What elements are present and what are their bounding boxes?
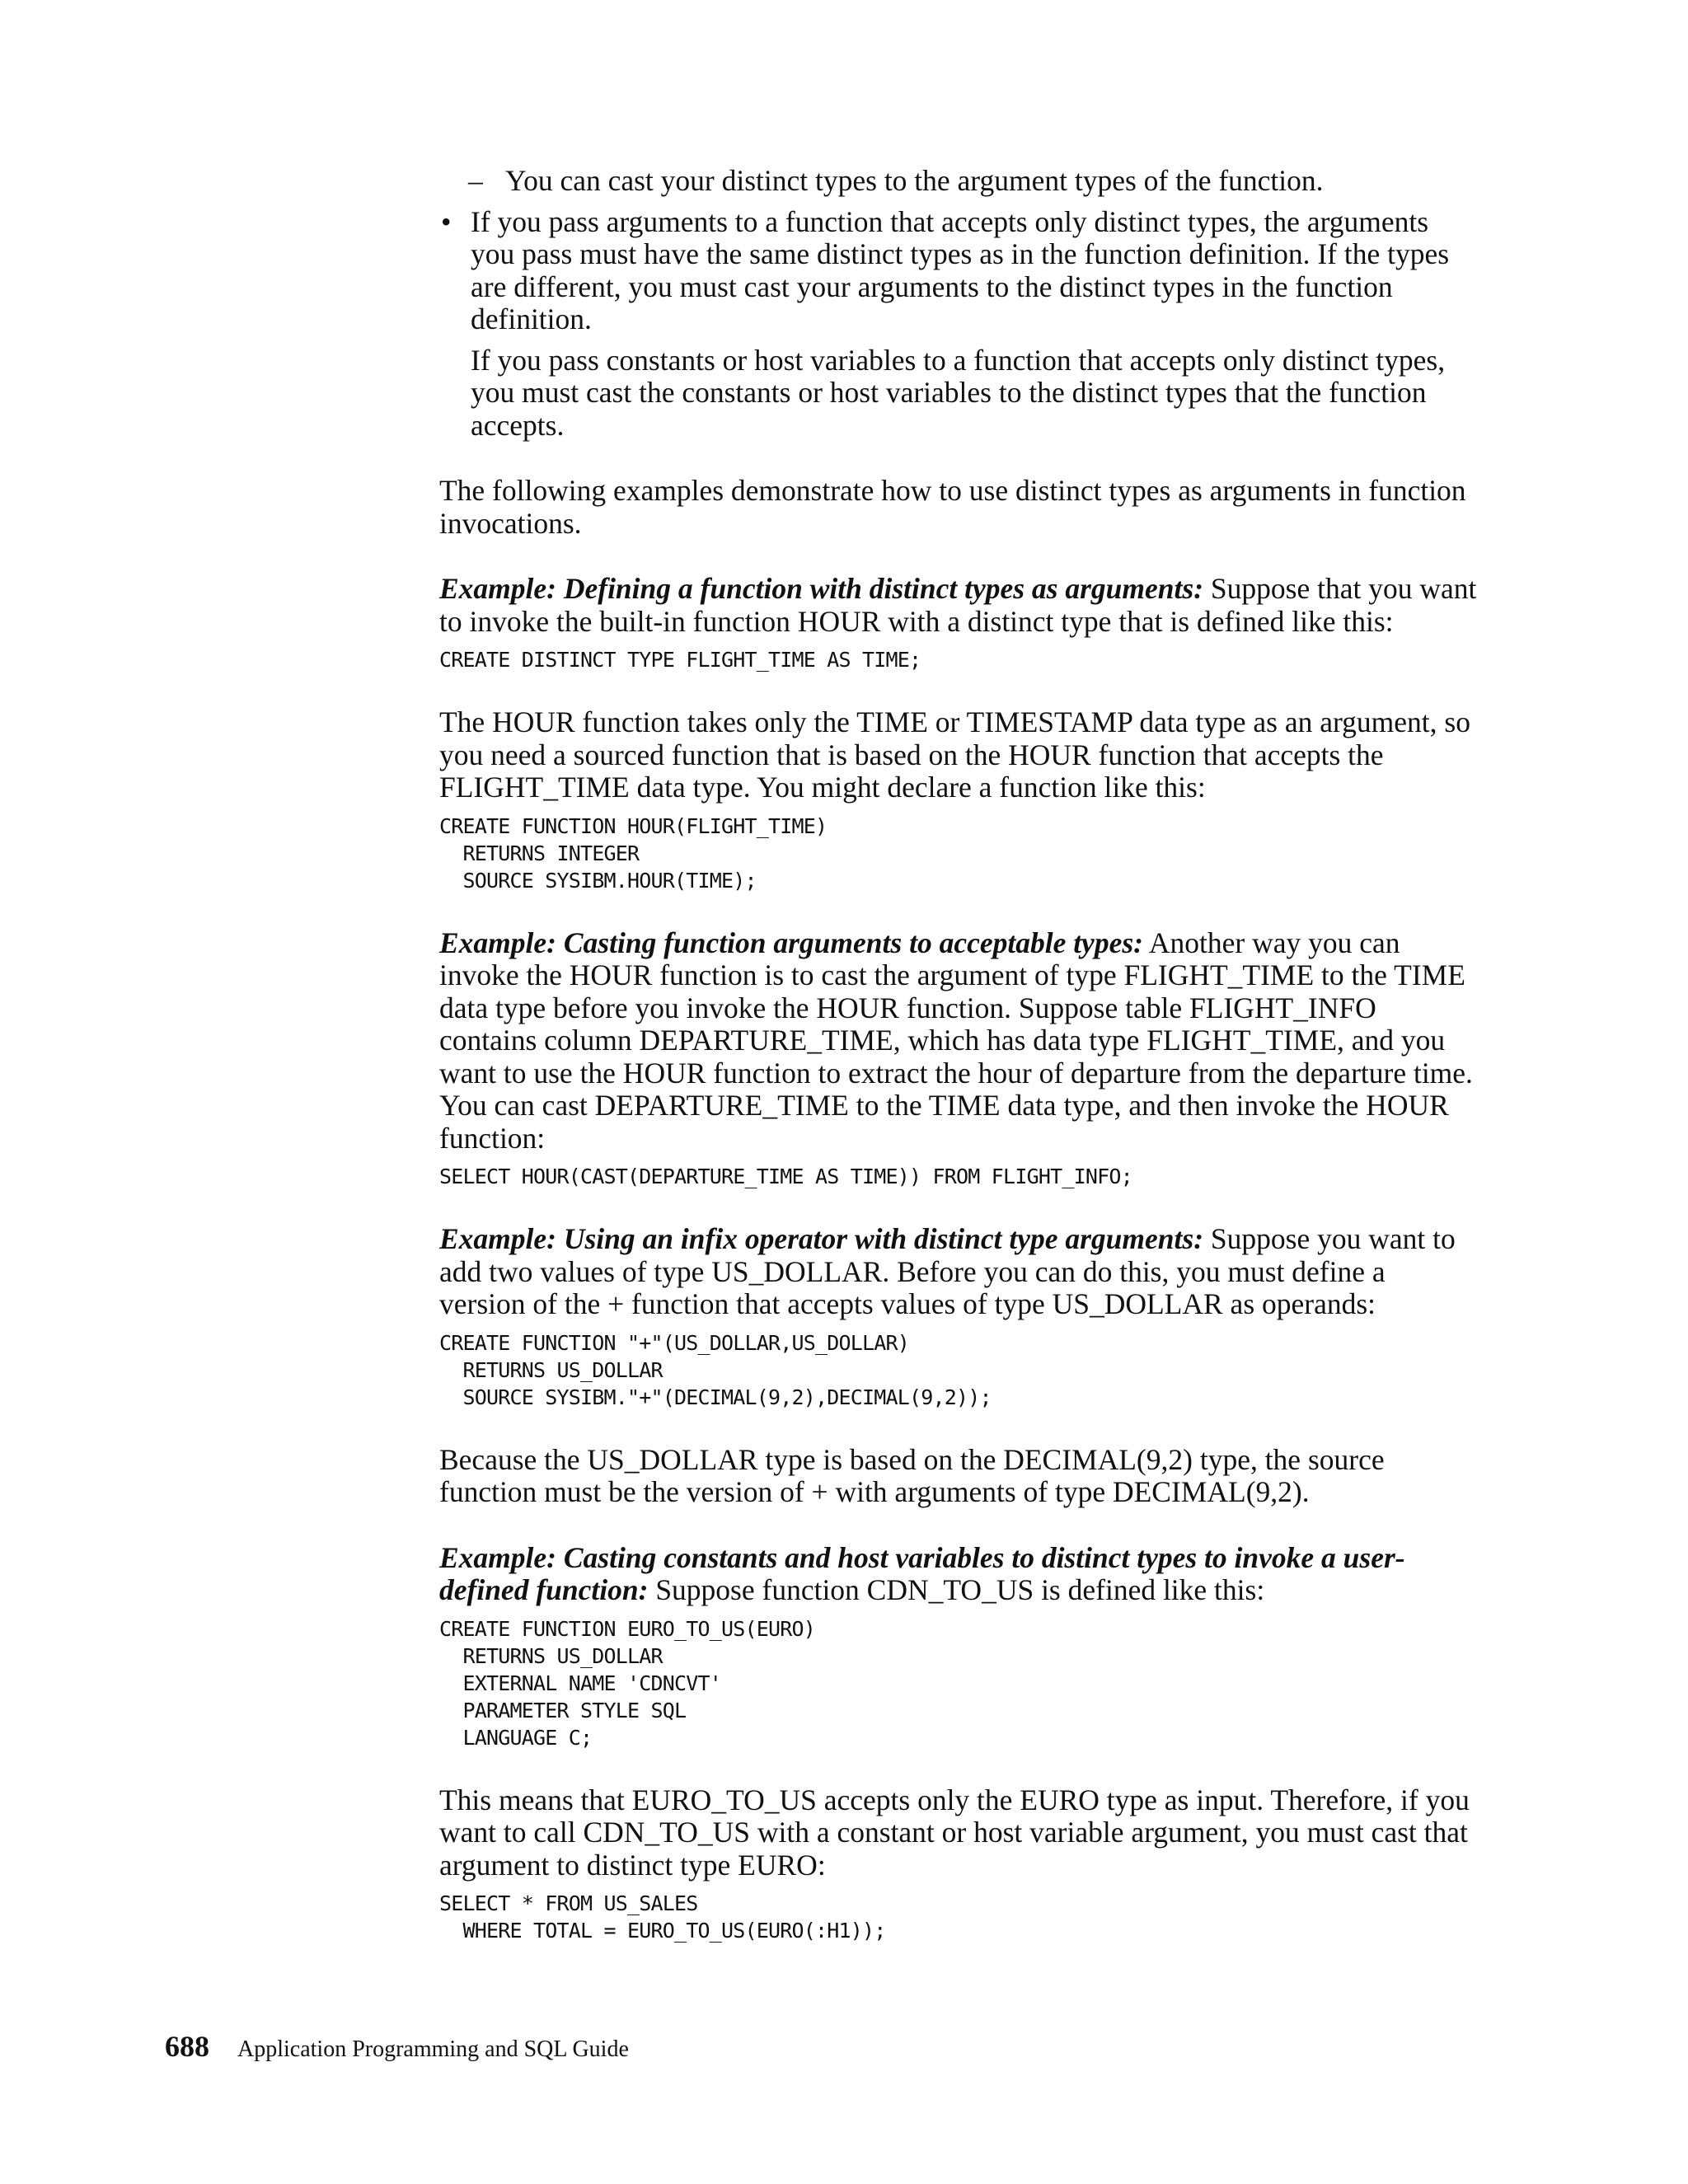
- bullet-item-text: If you pass arguments to a function that accepts only distinct types, the arguments you pass must have the same distinct types as in the function definition. If the types are different, you must cast your arguments to the distinct types in the function definition.: [471, 204, 1450, 335]
- bullet-marker: •: [441, 204, 452, 238]
- example4-code-block: CREATE FUNCTION EURO_TO_US(EURO) RETURNS US_DOLLAR EXTERNAL NAME 'CDNCVT' PARAMETER STYLE SQL LANGUAGE C;: [439, 1616, 816, 1750]
- example2-heading: Example: Casting function arguments to acceptable types:: [439, 926, 1143, 959]
- example3-heading: Example: Using an infix operator with distinct type arguments:: [439, 1222, 1204, 1255]
- example3-followup-paragraph: Because the US_DOLLAR type is based on the DECIMAL(9,2) type, the source function must be the version of + with arguments of type DECIMAL(9,2).: [439, 1442, 1385, 1508]
- example3-paragraph: [439, 1223, 1478, 1321]
- dash-item-text: You can cast your distinct types to the argument types of the function.: [505, 164, 1324, 197]
- example4-paragraph: [439, 1542, 1478, 1607]
- example4-code-block-2: SELECT * FROM US_SALES WHERE TOTAL = EURO_TO_US(EURO(:H1));: [439, 1891, 886, 1943]
- page-footer: [165, 2029, 629, 2064]
- example1-heading: Example: Defining a function with distinct types as arguments:: [439, 572, 1204, 605]
- example4-heading: Example: Casting constants and host variables to distinct types to invoke a user-defined function:: [439, 1540, 1405, 1606]
- example1-text: Suppose that you want to invoke the built-in function HOUR with a distinct type that is defined like this:: [439, 572, 1477, 638]
- bullet-list-item: [439, 206, 1478, 336]
- bullet-followup-paragraph: If you pass constants or host variables to a function that accepts only distinct types, you must cast the constants or host variables to the distinct types that the function accepts.: [471, 343, 1446, 442]
- example2-paragraph: [439, 927, 1478, 1155]
- example4-followup-paragraph: This means that EURO_TO_US accepts only the EURO type as input. Therefore, if you want to call CDN_TO_US with a constant or host variable argument, you must cast that argument to distinct type EURO:: [439, 1783, 1470, 1882]
- example2-code-block: SELECT HOUR(CAST(DEPARTURE_TIME AS TIME)) FROM FLIGHT_INFO;: [439, 1165, 1132, 1188]
- example3-text: Suppose you want to add two values of type US_DOLLAR. Before you can do this, you must define a version of the + function that accepts values of type US_DOLLAR as operands:: [439, 1222, 1456, 1320]
- example1-code-block-2: CREATE FUNCTION HOUR(FLIGHT_TIME) RETURNS INTEGER SOURCE SYSIBM.HOUR(TIME);: [439, 813, 828, 893]
- dash-list-item: [439, 165, 1478, 198]
- dash-marker: –: [468, 164, 483, 197]
- page-number: 688: [165, 2030, 209, 2063]
- examples-intro-paragraph: The following examples demonstrate how to use distinct types as arguments in function invocations.: [439, 474, 1466, 540]
- example1-followup-paragraph: The HOUR function takes only the TIME or TIMESTAMP data type as an argument, so you need a sourced function that is based on the HOUR function that accepts the FLIGHT_TIME data type. You might declare a function like this:: [439, 705, 1470, 804]
- example1-code-block: CREATE DISTINCT TYPE FLIGHT_TIME AS TIME;: [439, 648, 921, 672]
- book-title: Application Programming and SQL Guide: [237, 2036, 629, 2062]
- example4-text: Suppose function CDN_TO_US is defined like this:: [648, 1573, 1265, 1606]
- example3-code-block: CREATE FUNCTION "+"(US_DOLLAR,US_DOLLAR) RETURNS US_DOLLAR SOURCE SYSIBM."+"(DECIMAL(9,2),DECIMAL(9,2));: [439, 1330, 992, 1409]
- example1-paragraph: [439, 573, 1478, 638]
- page-body: [439, 165, 1478, 1977]
- example2-text: Another way you can invoke the HOUR function is to cast the argument of type FLIGHT_TIME to the TIME data type before you invoke the HOUR function. Suppose table FLIGHT_INFO contains column DEPARTURE_TIME, which has data type FLIGHT_TIME, and you want to use the HOUR function to extract the hour of departure from the departure time. You can cast DEPARTURE_TIME to the TIME data type, and then invoke the HOUR function:: [439, 926, 1473, 1155]
